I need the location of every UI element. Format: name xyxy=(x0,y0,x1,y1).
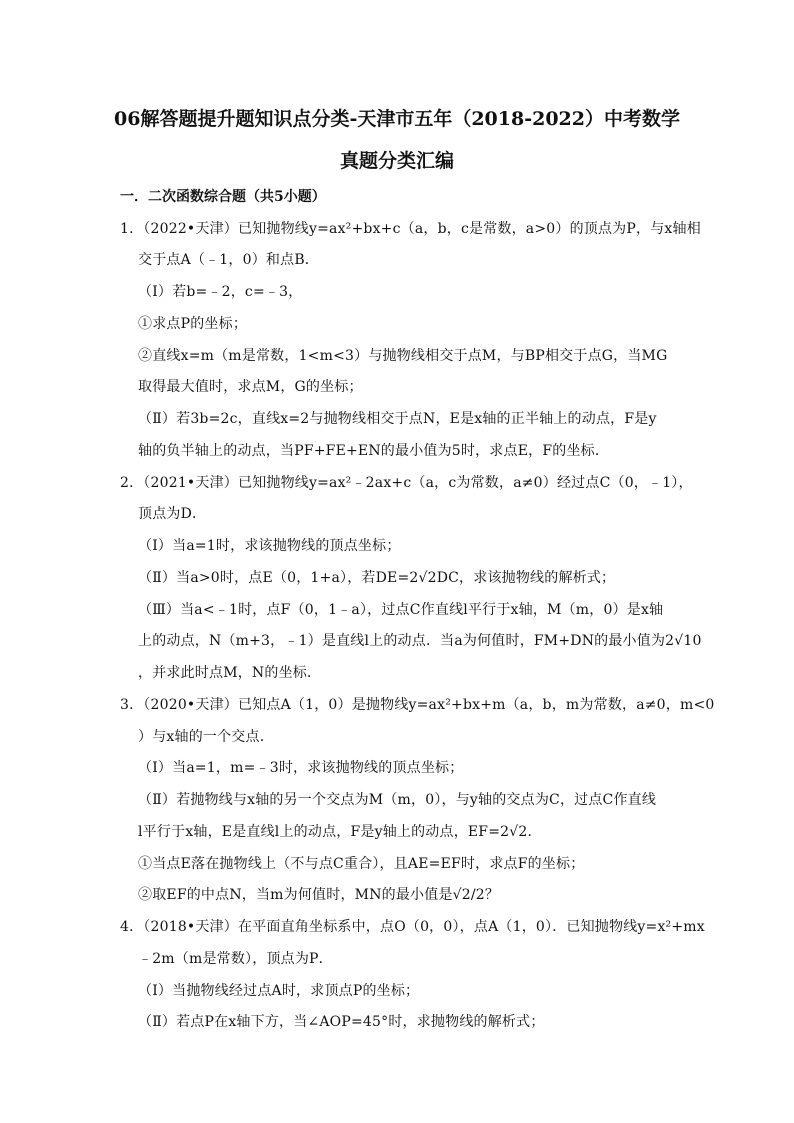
text-line: ）与x轴的一个交点． xyxy=(138,729,274,745)
text-line: 交于点A（﹣1，0）和点B． xyxy=(138,252,320,268)
text-line: （Ⅲ）当a<﹣1时，点F（0，1﹣a），过点C作直线l平行于x轴，M（m，0）是x轴 xyxy=(138,602,664,618)
section-heading: 一．二次函数综合题（共5小题） xyxy=(120,189,326,205)
text-line: （Ⅰ）当抛物线经过点A时，求顶点P的坐标； xyxy=(138,983,420,999)
text-line: 轴的负半轴上的动点，当PF+FE+EN的最小值为5时，求点E，F的坐标． xyxy=(138,443,610,459)
text-line: 3．（2020•天津）已知点A（1，0）是抛物线y=ax²+bx+m（a，b，m为常数，a≠0，m<0 xyxy=(120,697,715,713)
text-line: （Ⅱ）若抛物线与x轴的另一个交点为M（m，0），与y轴的交点为C，过点C作直线 xyxy=(138,792,657,808)
text-line: 取得最大值时，求点M，G的坐标； xyxy=(138,379,363,395)
text-line: ，并求此时点M，N的坐标． xyxy=(138,665,322,681)
text-line: （Ⅰ）若b=﹣2，c=﹣3， xyxy=(138,284,303,300)
text-line: 1．（2022•天津）已知抛物线y=ax²+bx+c（a，b，c是常数，a>0）的顶点为P，与x轴相 xyxy=(120,221,701,237)
text-line: ①当点E落在抛物线上（不与点C重合），且AE=EF时，求点F的坐标； xyxy=(138,856,585,872)
text-line: ﹣2m（m是常数），顶点为P． xyxy=(138,951,333,967)
text-line: ①求点P的坐标； xyxy=(138,316,248,332)
text-line: 上的动点，N（m+3，﹣1）是直线l上的动点．当a为何值时，FM+DN的最小值为2√10 xyxy=(138,633,702,649)
document-title-line-1: 06解答题提升题知识点分类-天津市五年（2018-2022）中考数学 xyxy=(114,108,680,130)
text-line: （Ⅱ）当a>0时，点E（0，1+a），若DE=2√2DC，求该抛物线的解析式； xyxy=(138,570,616,586)
text-line: （Ⅱ）若3b=2c，直线x=2与抛物线相交于点N，E是x轴的正半轴上的动点，F是y xyxy=(138,411,657,427)
text-line: ②直线x=m（m是常数，1<m<3）与抛物线相交于点M，与BP相交于点G，当MG xyxy=(138,348,668,364)
text-line: （Ⅱ）若点P在x轴下方，当∠AOP=45°时，求抛物线的解析式； xyxy=(138,1014,545,1030)
document-title-line-2: 真题分类汇编 xyxy=(339,150,454,172)
text-line: （Ⅰ）当a=1时，求该抛物线的顶点坐标； xyxy=(138,538,401,554)
text-line: 4．（2018•天津）在平面直角坐标系中，点O（0，0），点A（1，0）．已知抛物线y=x²+mx xyxy=(120,919,705,935)
text-line: l平行于x轴，E是直线l上的动点，F是y轴上的动点，EF=2√2． xyxy=(138,824,542,840)
text-line: （Ⅰ）当a=1，m=﹣3时，求该抛物线的顶点坐标； xyxy=(138,760,464,776)
text-line: 顶点为D． xyxy=(138,506,207,522)
text-line: 2．（2021•天津）已知抛物线y=ax²﹣2ax+c（a，c为常数，a≠0）经过点C（0，﹣1）， xyxy=(120,475,693,491)
text-line: ②取EF的中点N，当m为何值时，MN的最小值是√2/2？ xyxy=(138,887,500,903)
